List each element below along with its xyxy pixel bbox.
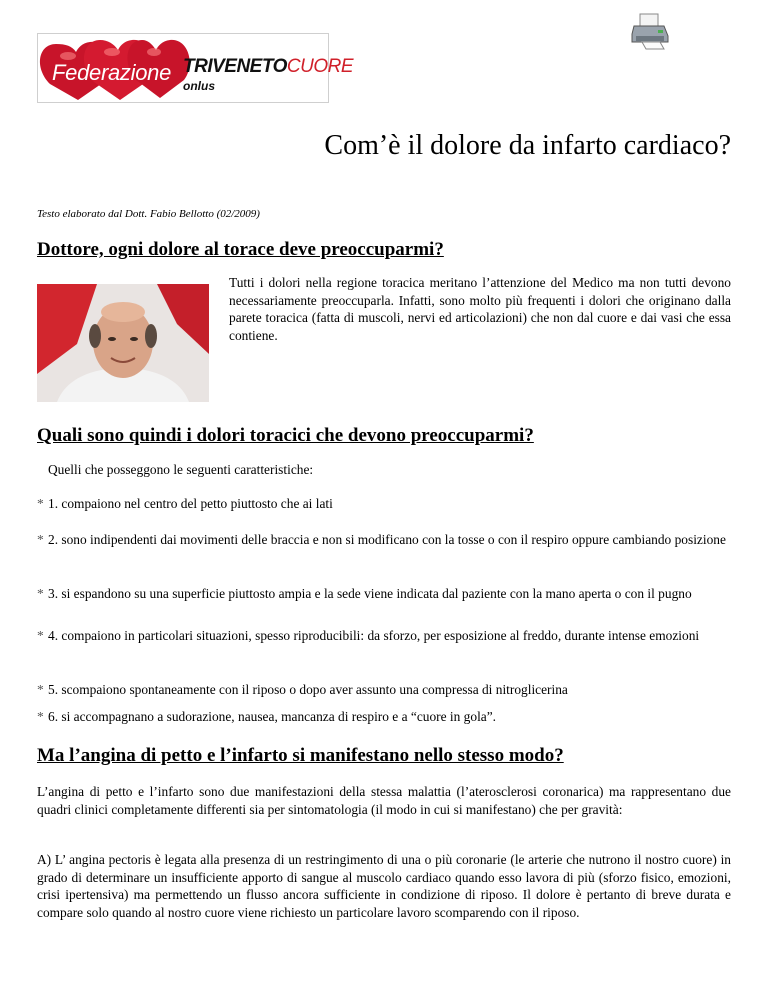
list-item: * 3. si espandono su una superficie piuttosto ampia e la sede viene indicata dal paziente con la mano aperta o con il pugno [37,586,692,601]
bullet-marker: * [37,586,44,601]
list-item: * 4. compaiono in particolari situazioni, spesso riproducibili: da sforzo, per esposizione al freddo, durante intense emozioni [37,628,700,643]
bullet-marker: * [37,496,44,511]
intro-text: Tutti i dolori nella regione toracica meritano l’attenzione del Medico ma non tutti devono necessariamente preoccuparla. Infatti, sono molto più frequenti i dolori che originano dalla parete toracica (fatta di muscoli, nervi ed articolazioni) che non dal cuore e dai vasi che essa contiene. [229,275,731,343]
author-note: Testo elaborato dal Dott. Fabio Bellotto (02/2009) [37,208,260,220]
list-item: * 5. scompaiono spontaneamente con il riposo o dopo aver assunto una compressa di nitroglicerina [37,682,568,697]
logo-onlus-text: onlus [183,79,215,93]
lead-text: Quelli che posseggono le seguenti caratteristiche: [48,462,314,477]
bullet-marker: * [37,532,44,547]
bullet-marker: * [37,682,44,697]
list-item: * 2. sono indipendenti dai movimenti delle braccia e non si modificano con la tosse o con il respiro oppure cambiando posizione [37,532,726,547]
section-heading-3: Ma l’angina di petto e l’infarto si manifestano nello stesso modo? [37,745,564,766]
section-heading-1: Dottore, ogni dolore al torace deve preoccuparmi? [37,239,444,260]
paragraph: A) L’ angina pectoris è legata alla presenza di un restringimento di una o più coronarie (le arterie che nutrono il nostro cuore) in grado di determinare un insufficiente apporto di sangue al muscolo cardiaco quando esso lavora di più (sforzo fisico, emozioni, crisi ipertensiva) ma permettendo un flusso ancora sufficiente in condizione di riposo. Il dolore è pertanto di breve durata e compare solo quando al nostro cuore viene richiesto un particolare lavoro scomparendo con il riposo. [37,852,731,920]
section-heading-2: Quali sono quindi i dolori toracici che devono preoccuparmi? [37,425,534,446]
list-item: * 1. compaiono nel centro del petto piuttosto che ai lati [37,496,333,511]
page-title: Com’è il dolore da infarto cardiaco? [324,130,731,161]
bullet-marker: * [37,628,44,643]
logo-triveneto-text: TRIVENETOCUORE [183,56,354,77]
doctor-photo [37,284,209,402]
logo-federazione-text: Federazione [52,60,171,85]
federazione-logo [37,33,354,103]
bullet-marker: * [37,709,44,724]
paragraph: L’angina di petto e l’infarto sono due manifestazioni della stessa malattia (l’aterosclerosi coronarica) ma rappresentano due quadri clinici completamente differenti sia per sintomatologia (il modo in cui si manifestano) che per gravità: [37,784,731,817]
list-item: * 6. si accompagnano a sudorazione, nausea, mancanza di respiro e a “cuore in gola”. [37,709,497,724]
printer-icon[interactable] [630,12,670,50]
